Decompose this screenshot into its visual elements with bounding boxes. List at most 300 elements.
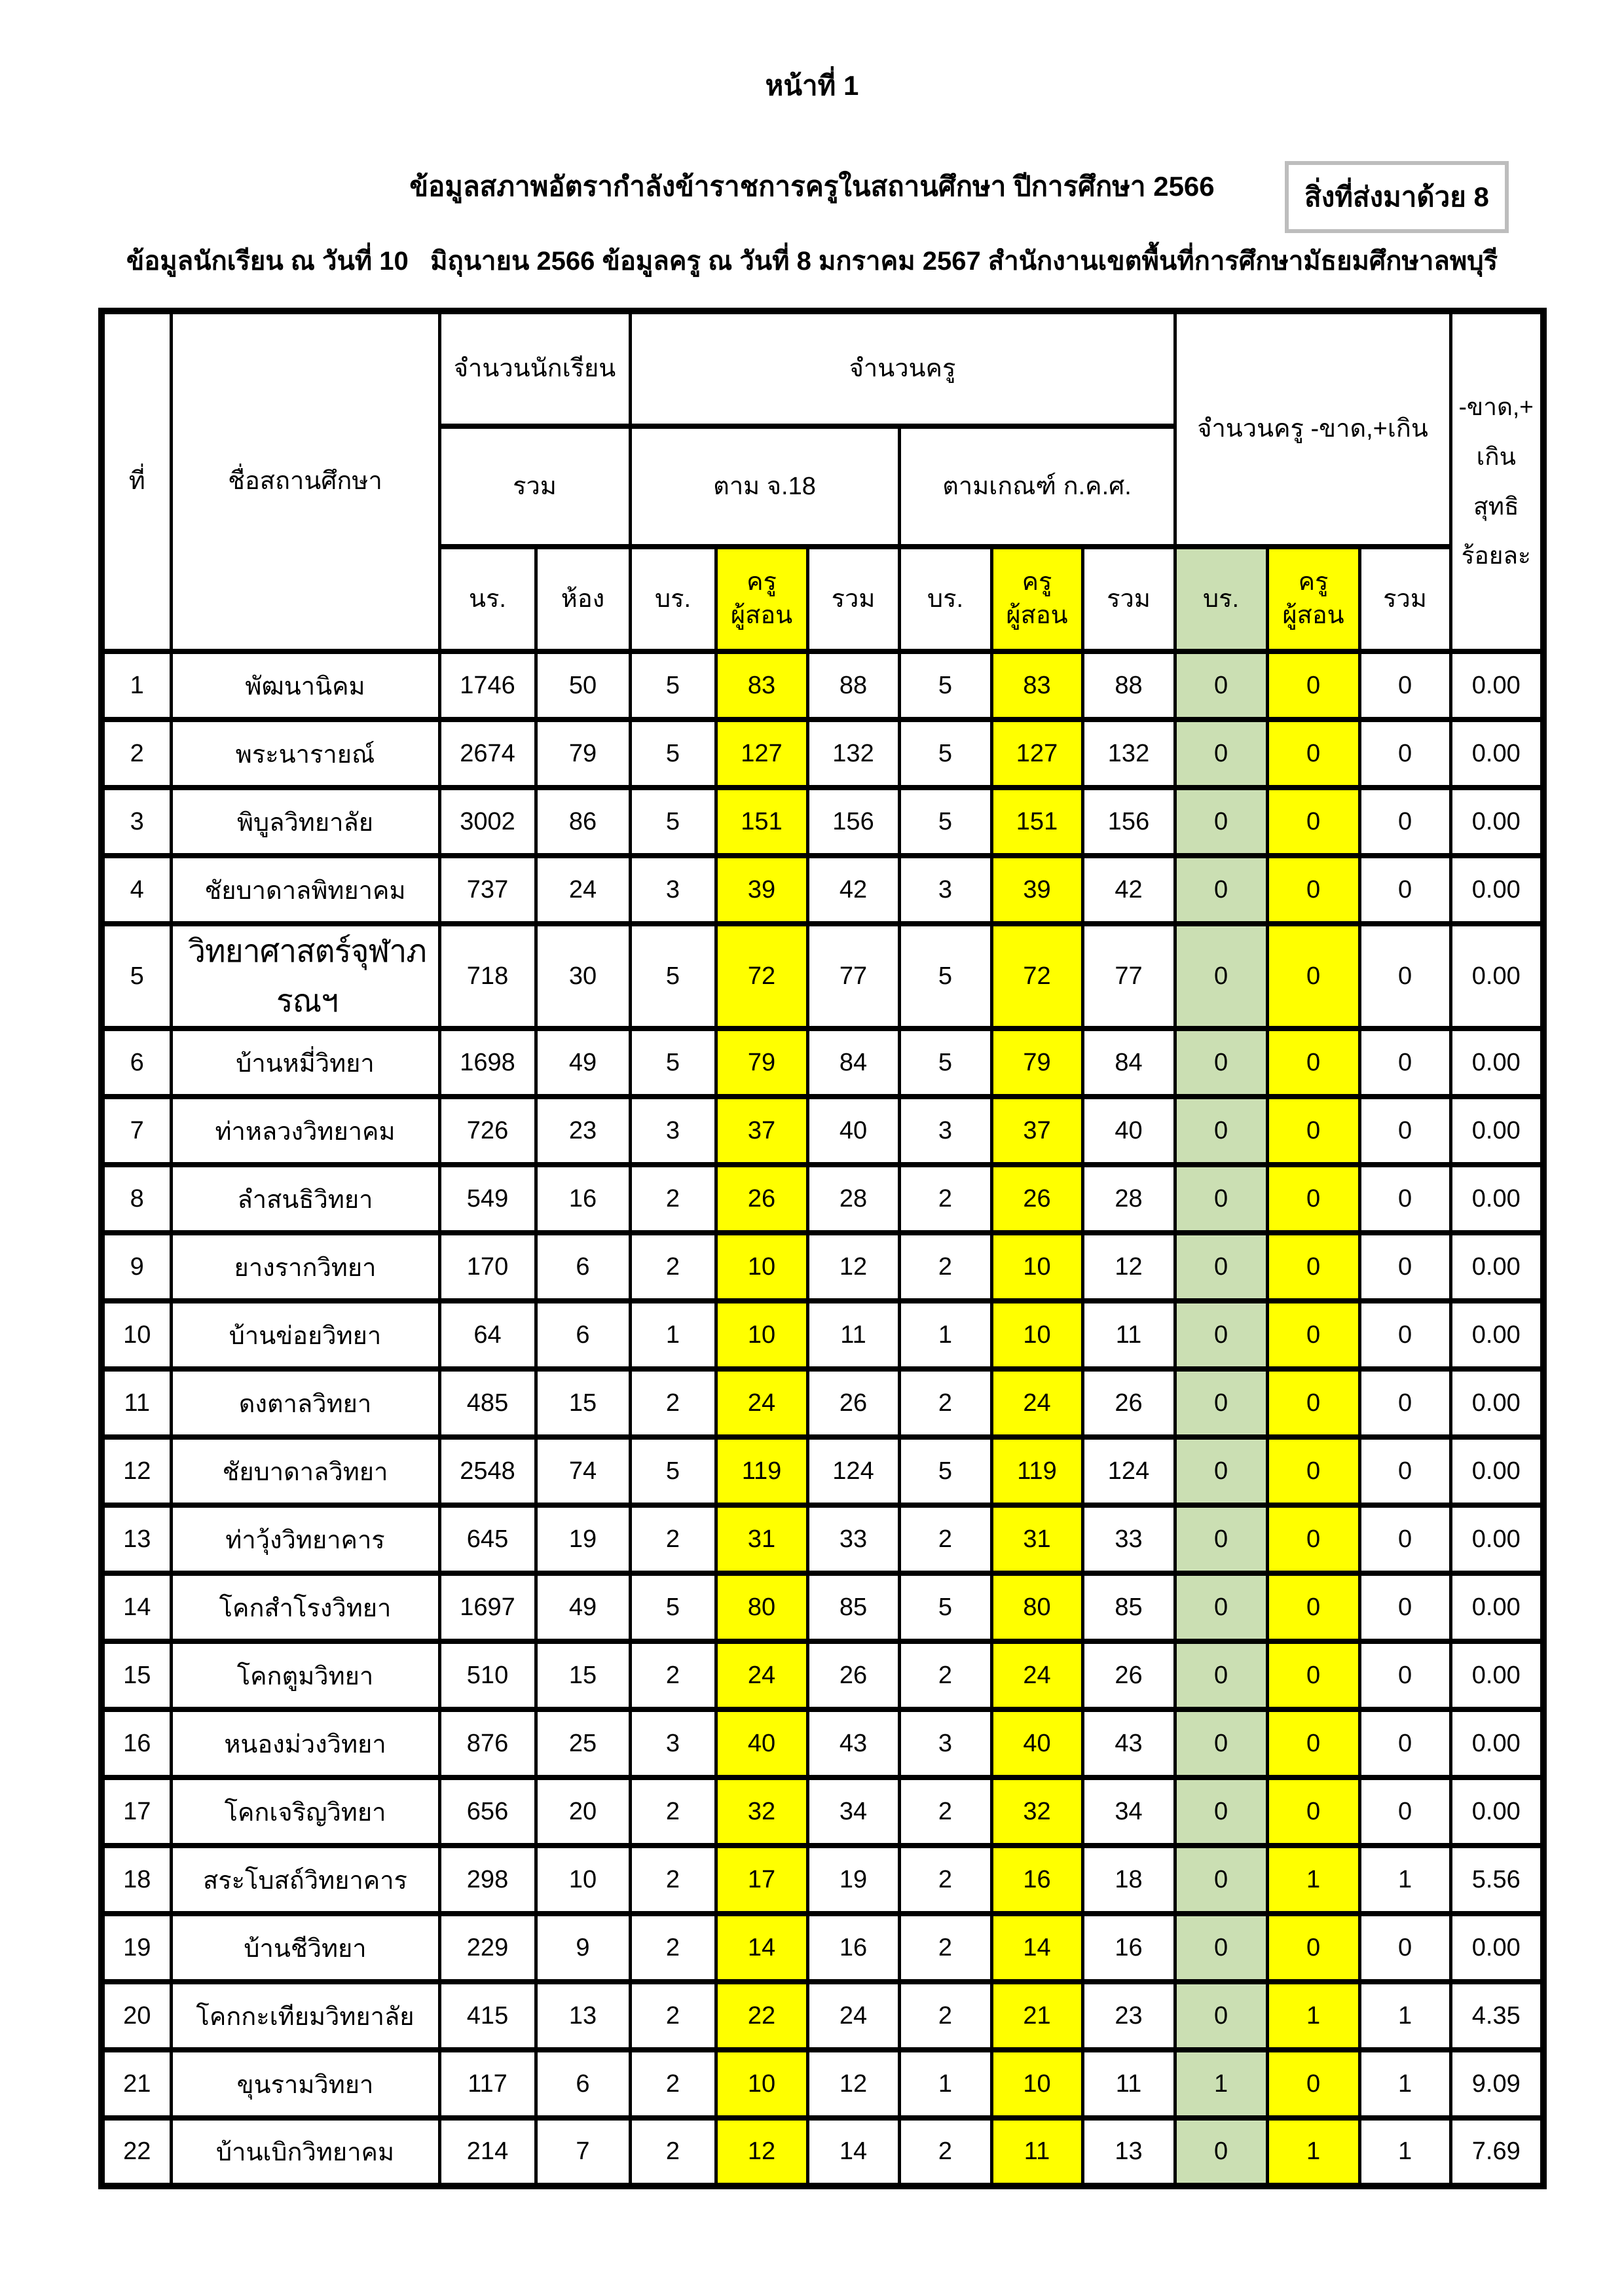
school-cell: ท่าวุ้งวิทยาคาร bbox=[171, 1505, 439, 1573]
net-percent-line: ร้อยละ bbox=[1461, 542, 1531, 570]
nr-cell: 64 bbox=[439, 1301, 536, 1369]
j18-teacher-header-line: ครู bbox=[747, 568, 777, 596]
kks-total-cell: 88 bbox=[1082, 651, 1175, 720]
school-cell: ชัยบาดาลพิทยาคม bbox=[171, 856, 439, 924]
header-row-1 bbox=[101, 311, 1543, 426]
document-subtitle: ข้อมูลนักเรียน ณ วันที่ 10 มิถุนายน 2566 ข้อมูลครู ณ วันที่ 8 มกราคม 2567 สำนักงานเขตพื้นที่การศึกษามัธยมศึกษาลพบุรี bbox=[126, 247, 1498, 276]
diff-br-cell: 0 bbox=[1175, 720, 1267, 788]
kks-teacher-cell: 10 bbox=[991, 1301, 1082, 1369]
j18-br-cell: 5 bbox=[630, 1437, 716, 1505]
j18-teacher-cell: 17 bbox=[716, 1846, 807, 1914]
pct-cell: 0.00 bbox=[1450, 1505, 1543, 1573]
rooms-cell: 7 bbox=[536, 2118, 630, 2186]
diff-br-cell: 0 bbox=[1175, 1097, 1267, 1165]
j18-teacher-cell: 10 bbox=[716, 1301, 807, 1369]
kks-br-cell: 2 bbox=[899, 1233, 991, 1301]
j18-br-cell: 3 bbox=[630, 856, 716, 924]
table-header bbox=[101, 311, 1543, 651]
rooms-cell: 23 bbox=[536, 1097, 630, 1165]
diff-teacher-cell: 1 bbox=[1267, 1982, 1359, 2050]
j18-teacher-cell: 10 bbox=[716, 1233, 807, 1301]
j18-br-cell: 5 bbox=[630, 924, 716, 1029]
diff-br-cell: 0 bbox=[1175, 1777, 1267, 1846]
diff-total-cell: 0 bbox=[1359, 788, 1450, 856]
diff-total-cell: 0 bbox=[1359, 1029, 1450, 1097]
j18-br-cell: 5 bbox=[630, 1573, 716, 1641]
kks-teacher-header bbox=[991, 547, 1082, 651]
j18-teacher-cell: 32 bbox=[716, 1777, 807, 1846]
pct-cell: 0.00 bbox=[1450, 1914, 1543, 1982]
j18-br-cell: 2 bbox=[630, 1641, 716, 1709]
table-row bbox=[101, 1097, 1543, 1165]
pct-cell: 0.00 bbox=[1450, 1233, 1543, 1301]
net-percent-line: -ขาด,+ bbox=[1458, 393, 1534, 420]
j18-br-cell: 2 bbox=[630, 1846, 716, 1914]
table-row bbox=[101, 1369, 1543, 1437]
j18-total-cell: 12 bbox=[807, 1233, 899, 1301]
j18-group-header: ตาม จ.18 bbox=[630, 426, 899, 547]
pct-cell: 0.00 bbox=[1450, 1165, 1543, 1233]
diff-teacher-cell: 0 bbox=[1267, 1641, 1359, 1709]
diff-teacher-cell: 0 bbox=[1267, 1505, 1359, 1573]
j18-total-cell: 19 bbox=[807, 1846, 899, 1914]
j18-teacher-cell: 22 bbox=[716, 1982, 807, 2050]
diff-br-cell: 0 bbox=[1175, 651, 1267, 720]
j18-teacher-cell: 80 bbox=[716, 1573, 807, 1641]
no-cell: 20 bbox=[101, 1982, 171, 2050]
pct-cell: 0.00 bbox=[1450, 1437, 1543, 1505]
students-count-header: นร. bbox=[439, 547, 536, 651]
kks-total-cell: 124 bbox=[1082, 1437, 1175, 1505]
j18-br-cell: 5 bbox=[630, 720, 716, 788]
table-row bbox=[101, 1641, 1543, 1709]
j18-teacher-cell: 24 bbox=[716, 1369, 807, 1437]
kks-br-cell: 1 bbox=[899, 2050, 991, 2118]
diff-br-cell: 0 bbox=[1175, 1914, 1267, 1982]
diff-teacher-cell: 0 bbox=[1267, 1301, 1359, 1369]
kks-total-cell: 132 bbox=[1082, 720, 1175, 788]
no-cell: 12 bbox=[101, 1437, 171, 1505]
kks-br-cell: 5 bbox=[899, 924, 991, 1029]
table-row bbox=[101, 924, 1543, 1029]
pct-cell: 0.00 bbox=[1450, 1301, 1543, 1369]
diff-br-cell: 0 bbox=[1175, 1165, 1267, 1233]
diff-total-cell: 0 bbox=[1359, 1505, 1450, 1573]
j18-teacher-cell: 24 bbox=[716, 1641, 807, 1709]
no-cell: 10 bbox=[101, 1301, 171, 1369]
no-cell: 2 bbox=[101, 720, 171, 788]
j18-teacher-cell: 83 bbox=[716, 651, 807, 720]
kks-br-cell: 1 bbox=[899, 1301, 991, 1369]
diff-br-cell: 0 bbox=[1175, 1437, 1267, 1505]
table-row bbox=[101, 2118, 1543, 2186]
school-cell: พัฒนานิคม bbox=[171, 651, 439, 720]
rooms-cell: 25 bbox=[536, 1709, 630, 1777]
j18-total-cell: 124 bbox=[807, 1437, 899, 1505]
school-cell: โคกสำโรงวิทยา bbox=[171, 1573, 439, 1641]
kks-teacher-cell: 39 bbox=[991, 856, 1082, 924]
kks-teacher-cell: 37 bbox=[991, 1097, 1082, 1165]
kks-total-header: รวม bbox=[1082, 547, 1175, 651]
school-cell: โคกกะเทียมวิทยาลัย bbox=[171, 1982, 439, 2050]
nr-cell: 656 bbox=[439, 1777, 536, 1846]
diff-teacher-cell: 1 bbox=[1267, 2118, 1359, 2186]
no-cell: 11 bbox=[101, 1369, 171, 1437]
kks-total-cell: 156 bbox=[1082, 788, 1175, 856]
kks-total-cell: 16 bbox=[1082, 1914, 1175, 1982]
table-row bbox=[101, 651, 1543, 720]
kks-total-cell: 84 bbox=[1082, 1029, 1175, 1097]
students-total-header: รวม bbox=[439, 426, 630, 547]
j18-total-cell: 40 bbox=[807, 1097, 899, 1165]
kks-br-cell: 5 bbox=[899, 651, 991, 720]
diff-br-cell: 0 bbox=[1175, 1709, 1267, 1777]
kks-teacher-cell: 21 bbox=[991, 1982, 1082, 2050]
table-row bbox=[101, 1777, 1543, 1846]
nr-cell: 645 bbox=[439, 1505, 536, 1573]
net-percent-line: สุทธิ bbox=[1473, 492, 1519, 520]
pct-cell: 0.00 bbox=[1450, 651, 1543, 720]
kks-total-cell: 26 bbox=[1082, 1641, 1175, 1709]
diff-br-cell: 0 bbox=[1175, 1982, 1267, 2050]
j18-total-cell: 84 bbox=[807, 1029, 899, 1097]
diff-total-cell: 0 bbox=[1359, 856, 1450, 924]
diff-total-cell: 0 bbox=[1359, 1573, 1450, 1641]
nr-cell: 229 bbox=[439, 1914, 536, 1982]
pct-cell: 0.00 bbox=[1450, 788, 1543, 856]
diff-total-cell: 0 bbox=[1359, 1777, 1450, 1846]
j18-br-cell: 5 bbox=[630, 651, 716, 720]
diff-admin-header: บร. bbox=[1175, 547, 1267, 651]
nr-cell: 726 bbox=[439, 1097, 536, 1165]
kks-total-cell: 23 bbox=[1082, 1982, 1175, 2050]
j18-teacher-cell: 12 bbox=[716, 2118, 807, 2186]
j18-total-cell: 132 bbox=[807, 720, 899, 788]
diff-teacher-cell: 0 bbox=[1267, 1777, 1359, 1846]
rooms-cell: 10 bbox=[536, 1846, 630, 1914]
diff-br-cell: 1 bbox=[1175, 2050, 1267, 2118]
j18-admin-header: บร. bbox=[630, 547, 716, 651]
j18-br-cell: 2 bbox=[630, 1505, 716, 1573]
diff-total-cell: 0 bbox=[1359, 1369, 1450, 1437]
kks-teacher-cell: 24 bbox=[991, 1641, 1082, 1709]
pct-cell: 0.00 bbox=[1450, 1097, 1543, 1165]
kks-br-cell: 3 bbox=[899, 1709, 991, 1777]
j18-br-cell: 2 bbox=[630, 1233, 716, 1301]
no-cell: 13 bbox=[101, 1505, 171, 1573]
diff-total-cell: 0 bbox=[1359, 1165, 1450, 1233]
no-cell: 21 bbox=[101, 2050, 171, 2118]
kks-teacher-cell: 31 bbox=[991, 1505, 1082, 1573]
rooms-cell: 86 bbox=[536, 788, 630, 856]
diff-total-cell: 0 bbox=[1359, 924, 1450, 1029]
rooms-cell: 9 bbox=[536, 1914, 630, 1982]
rooms-cell: 74 bbox=[536, 1437, 630, 1505]
diff-teacher-cell: 0 bbox=[1267, 1437, 1359, 1505]
pct-cell: 0.00 bbox=[1450, 1573, 1543, 1641]
kks-total-cell: 85 bbox=[1082, 1573, 1175, 1641]
diff-teacher-cell: 0 bbox=[1267, 788, 1359, 856]
table-row bbox=[101, 1437, 1543, 1505]
j18-teacher-cell: 72 bbox=[716, 924, 807, 1029]
j18-total-cell: 12 bbox=[807, 2050, 899, 2118]
j18-total-cell: 42 bbox=[807, 856, 899, 924]
j18-teacher-cell: 10 bbox=[716, 2050, 807, 2118]
diff-br-cell: 0 bbox=[1175, 1505, 1267, 1573]
kks-teacher-header-line: ครู bbox=[1022, 568, 1052, 596]
school-cell: ลำสนธิวิทยา bbox=[171, 1165, 439, 1233]
kks-br-cell: 2 bbox=[899, 1165, 991, 1233]
school-cell: บ้านชีวิทยา bbox=[171, 1914, 439, 1982]
nr-cell: 1697 bbox=[439, 1573, 536, 1641]
school-cell: พระนารายณ์ bbox=[171, 720, 439, 788]
j18-total-cell: 77 bbox=[807, 924, 899, 1029]
j18-total-cell: 88 bbox=[807, 651, 899, 720]
rooms-cell: 16 bbox=[536, 1165, 630, 1233]
diff-br-cell: 0 bbox=[1175, 924, 1267, 1029]
table-row bbox=[101, 1505, 1543, 1573]
rooms-cell: 19 bbox=[536, 1505, 630, 1573]
j18-total-cell: 26 bbox=[807, 1369, 899, 1437]
no-cell: 5 bbox=[101, 924, 171, 1029]
kks-total-cell: 33 bbox=[1082, 1505, 1175, 1573]
j18-total-cell: 43 bbox=[807, 1709, 899, 1777]
kks-br-cell: 2 bbox=[899, 1846, 991, 1914]
kks-teacher-cell: 40 bbox=[991, 1709, 1082, 1777]
j18-br-cell: 1 bbox=[630, 1301, 716, 1369]
school-cell: บ้านข่อยวิทยา bbox=[171, 1301, 439, 1369]
no-cell: 9 bbox=[101, 1233, 171, 1301]
kks-teacher-cell: 119 bbox=[991, 1437, 1082, 1505]
j18-teacher-cell: 79 bbox=[716, 1029, 807, 1097]
diff-br-cell: 0 bbox=[1175, 2118, 1267, 2186]
diff-total-cell: 0 bbox=[1359, 1709, 1450, 1777]
school-cell: โคกเจริญวิทยา bbox=[171, 1777, 439, 1846]
kks-br-cell: 2 bbox=[899, 1641, 991, 1709]
diff-teacher-cell: 0 bbox=[1267, 2050, 1359, 2118]
table-row bbox=[101, 1982, 1543, 2050]
nr-cell: 117 bbox=[439, 2050, 536, 2118]
kks-br-cell: 5 bbox=[899, 720, 991, 788]
pct-cell: 0.00 bbox=[1450, 856, 1543, 924]
table-body bbox=[101, 651, 1543, 2186]
j18-total-cell: 34 bbox=[807, 1777, 899, 1846]
diff-teacher-cell: 0 bbox=[1267, 1573, 1359, 1641]
nr-cell: 170 bbox=[439, 1233, 536, 1301]
kks-teacher-header-line: ผู้สอน bbox=[1006, 602, 1068, 629]
rooms-cell: 6 bbox=[536, 2050, 630, 2118]
j18-teacher-cell: 40 bbox=[716, 1709, 807, 1777]
j18-total-cell: 16 bbox=[807, 1914, 899, 1982]
table-row bbox=[101, 720, 1543, 788]
students-group-header: จำนวนนักเรียน bbox=[439, 311, 630, 426]
nr-cell: 1698 bbox=[439, 1029, 536, 1097]
kks-teacher-cell: 79 bbox=[991, 1029, 1082, 1097]
table-row bbox=[101, 1573, 1543, 1641]
kks-total-cell: 13 bbox=[1082, 2118, 1175, 2186]
school-cell: ท่าหลวงวิทยาคม bbox=[171, 1097, 439, 1165]
kks-teacher-cell: 14 bbox=[991, 1914, 1082, 1982]
col-no-header: ที่ bbox=[101, 311, 171, 651]
table-row bbox=[101, 856, 1543, 924]
diff-teacher-header-line: ครู bbox=[1298, 568, 1329, 596]
kks-br-cell: 5 bbox=[899, 1029, 991, 1097]
kks-teacher-cell: 10 bbox=[991, 1233, 1082, 1301]
school-cell: บ้านหมี่วิทยา bbox=[171, 1029, 439, 1097]
kks-admin-header: บร. bbox=[899, 547, 991, 651]
rooms-cell: 79 bbox=[536, 720, 630, 788]
diff-br-cell: 0 bbox=[1175, 1641, 1267, 1709]
school-cell: วิทยาศาสตร์จุฬาภรณฯ bbox=[171, 924, 439, 1029]
j18-teacher-header-line: ผู้สอน bbox=[730, 602, 793, 629]
diff-total-cell: 1 bbox=[1359, 2118, 1450, 2186]
nr-cell: 2548 bbox=[439, 1437, 536, 1505]
j18-br-cell: 3 bbox=[630, 1709, 716, 1777]
kks-teacher-cell: 80 bbox=[991, 1573, 1082, 1641]
j18-total-cell: 85 bbox=[807, 1573, 899, 1641]
table-row bbox=[101, 1029, 1543, 1097]
table-row bbox=[101, 1233, 1543, 1301]
kks-group-header: ตามเกณฑ์ ก.ค.ศ. bbox=[899, 426, 1175, 547]
no-cell: 7 bbox=[101, 1097, 171, 1165]
kks-total-cell: 18 bbox=[1082, 1846, 1175, 1914]
nr-cell: 718 bbox=[439, 924, 536, 1029]
j18-br-cell: 2 bbox=[630, 2118, 716, 2186]
diff-total-cell: 1 bbox=[1359, 2050, 1450, 2118]
no-cell: 18 bbox=[101, 1846, 171, 1914]
no-cell: 8 bbox=[101, 1165, 171, 1233]
kks-total-cell: 12 bbox=[1082, 1233, 1175, 1301]
kks-total-cell: 11 bbox=[1082, 1301, 1175, 1369]
document-title: ข้อมูลสภาพอัตรากำลังข้าราชการครูในสถานศึกษา ปีการศึกษา 2566 bbox=[409, 171, 1215, 202]
kks-teacher-cell: 83 bbox=[991, 651, 1082, 720]
kks-teacher-cell: 26 bbox=[991, 1165, 1082, 1233]
diff-teacher-cell: 0 bbox=[1267, 720, 1359, 788]
nr-cell: 214 bbox=[439, 2118, 536, 2186]
pct-cell: 0.00 bbox=[1450, 1029, 1543, 1097]
pct-cell: 0.00 bbox=[1450, 1709, 1543, 1777]
no-cell: 14 bbox=[101, 1573, 171, 1641]
pct-cell: 9.09 bbox=[1450, 2050, 1543, 2118]
nr-cell: 549 bbox=[439, 1165, 536, 1233]
rooms-cell: 49 bbox=[536, 1029, 630, 1097]
kks-br-cell: 5 bbox=[899, 788, 991, 856]
diff-total-cell: 1 bbox=[1359, 1982, 1450, 2050]
j18-total-cell: 14 bbox=[807, 2118, 899, 2186]
diff-total-header: รวม bbox=[1359, 547, 1450, 651]
j18-total-cell: 156 bbox=[807, 788, 899, 856]
table-row bbox=[101, 1301, 1543, 1369]
rooms-cell: 50 bbox=[536, 651, 630, 720]
j18-teacher-cell: 127 bbox=[716, 720, 807, 788]
rooms-cell: 30 bbox=[536, 924, 630, 1029]
j18-total-cell: 26 bbox=[807, 1641, 899, 1709]
diff-teacher-cell: 0 bbox=[1267, 1709, 1359, 1777]
pct-cell: 0.00 bbox=[1450, 924, 1543, 1029]
diff-teacher-cell: 0 bbox=[1267, 1914, 1359, 1982]
kks-teacher-cell: 16 bbox=[991, 1846, 1082, 1914]
kks-total-cell: 11 bbox=[1082, 2050, 1175, 2118]
pct-cell: 0.00 bbox=[1450, 1369, 1543, 1437]
nr-cell: 510 bbox=[439, 1641, 536, 1709]
rooms-cell: 49 bbox=[536, 1573, 630, 1641]
no-cell: 15 bbox=[101, 1641, 171, 1709]
kks-total-cell: 77 bbox=[1082, 924, 1175, 1029]
kks-total-cell: 42 bbox=[1082, 856, 1175, 924]
col-school-header: ชื่อสถานศึกษา bbox=[171, 311, 439, 651]
diff-br-cell: 0 bbox=[1175, 1846, 1267, 1914]
diff-teacher-cell: 0 bbox=[1267, 924, 1359, 1029]
nr-cell: 3002 bbox=[439, 788, 536, 856]
table-row bbox=[101, 1165, 1543, 1233]
kks-br-cell: 2 bbox=[899, 1369, 991, 1437]
kks-total-cell: 40 bbox=[1082, 1097, 1175, 1165]
j18-teacher-cell: 119 bbox=[716, 1437, 807, 1505]
diff-teacher-header-line: ผู้สอน bbox=[1282, 602, 1344, 629]
attachment-badge bbox=[1285, 161, 1509, 233]
diff-total-cell: 0 bbox=[1359, 720, 1450, 788]
j18-br-cell: 2 bbox=[630, 1914, 716, 1982]
j18-total-cell: 24 bbox=[807, 1982, 899, 2050]
nr-cell: 485 bbox=[439, 1369, 536, 1437]
diff-br-cell: 0 bbox=[1175, 1029, 1267, 1097]
nr-cell: 2674 bbox=[439, 720, 536, 788]
net-percent-header bbox=[1450, 311, 1543, 651]
kks-teacher-cell: 151 bbox=[991, 788, 1082, 856]
j18-br-cell: 5 bbox=[630, 1029, 716, 1097]
staffing-table-container bbox=[98, 308, 1547, 2189]
diff-br-cell: 0 bbox=[1175, 1301, 1267, 1369]
diff-br-cell: 0 bbox=[1175, 1573, 1267, 1641]
table-row bbox=[101, 788, 1543, 856]
school-cell: โคกตูมวิทยา bbox=[171, 1641, 439, 1709]
school-cell: บ้านเบิกวิทยาคม bbox=[171, 2118, 439, 2186]
rooms-cell: 6 bbox=[536, 1233, 630, 1301]
diff-total-cell: 0 bbox=[1359, 1641, 1450, 1709]
diff-total-cell: 0 bbox=[1359, 1914, 1450, 1982]
diff-total-cell: 0 bbox=[1359, 1437, 1450, 1505]
school-cell: ยางรากวิทยา bbox=[171, 1233, 439, 1301]
kks-br-cell: 2 bbox=[899, 1914, 991, 1982]
school-cell: หนองม่วงวิทยา bbox=[171, 1709, 439, 1777]
kks-br-cell: 2 bbox=[899, 2118, 991, 2186]
no-cell: 3 bbox=[101, 788, 171, 856]
staffing-table bbox=[98, 308, 1547, 2189]
j18-br-cell: 2 bbox=[630, 1369, 716, 1437]
diff-teacher-cell: 1 bbox=[1267, 1846, 1359, 1914]
rooms-cell: 6 bbox=[536, 1301, 630, 1369]
no-cell: 19 bbox=[101, 1914, 171, 1982]
teachers-group-header: จำนวนครู bbox=[630, 311, 1175, 426]
j18-br-cell: 5 bbox=[630, 788, 716, 856]
rooms-header: ห้อง bbox=[536, 547, 630, 651]
diff-total-cell: 0 bbox=[1359, 1233, 1450, 1301]
j18-br-cell: 3 bbox=[630, 1097, 716, 1165]
table-row bbox=[101, 1914, 1543, 1982]
school-cell: พิบูลวิทยาลัย bbox=[171, 788, 439, 856]
diff-teacher-cell: 0 bbox=[1267, 1097, 1359, 1165]
j18-br-cell: 2 bbox=[630, 1777, 716, 1846]
j18-teacher-cell: 26 bbox=[716, 1165, 807, 1233]
no-cell: 4 bbox=[101, 856, 171, 924]
diff-br-cell: 0 bbox=[1175, 856, 1267, 924]
teacher-diff-group-header: จำนวนครู -ขาด,+เกิน bbox=[1175, 311, 1450, 547]
kks-br-cell: 3 bbox=[899, 856, 991, 924]
j18-total-cell: 11 bbox=[807, 1301, 899, 1369]
j18-teacher-cell: 31 bbox=[716, 1505, 807, 1573]
nr-cell: 876 bbox=[439, 1709, 536, 1777]
kks-teacher-cell: 24 bbox=[991, 1369, 1082, 1437]
